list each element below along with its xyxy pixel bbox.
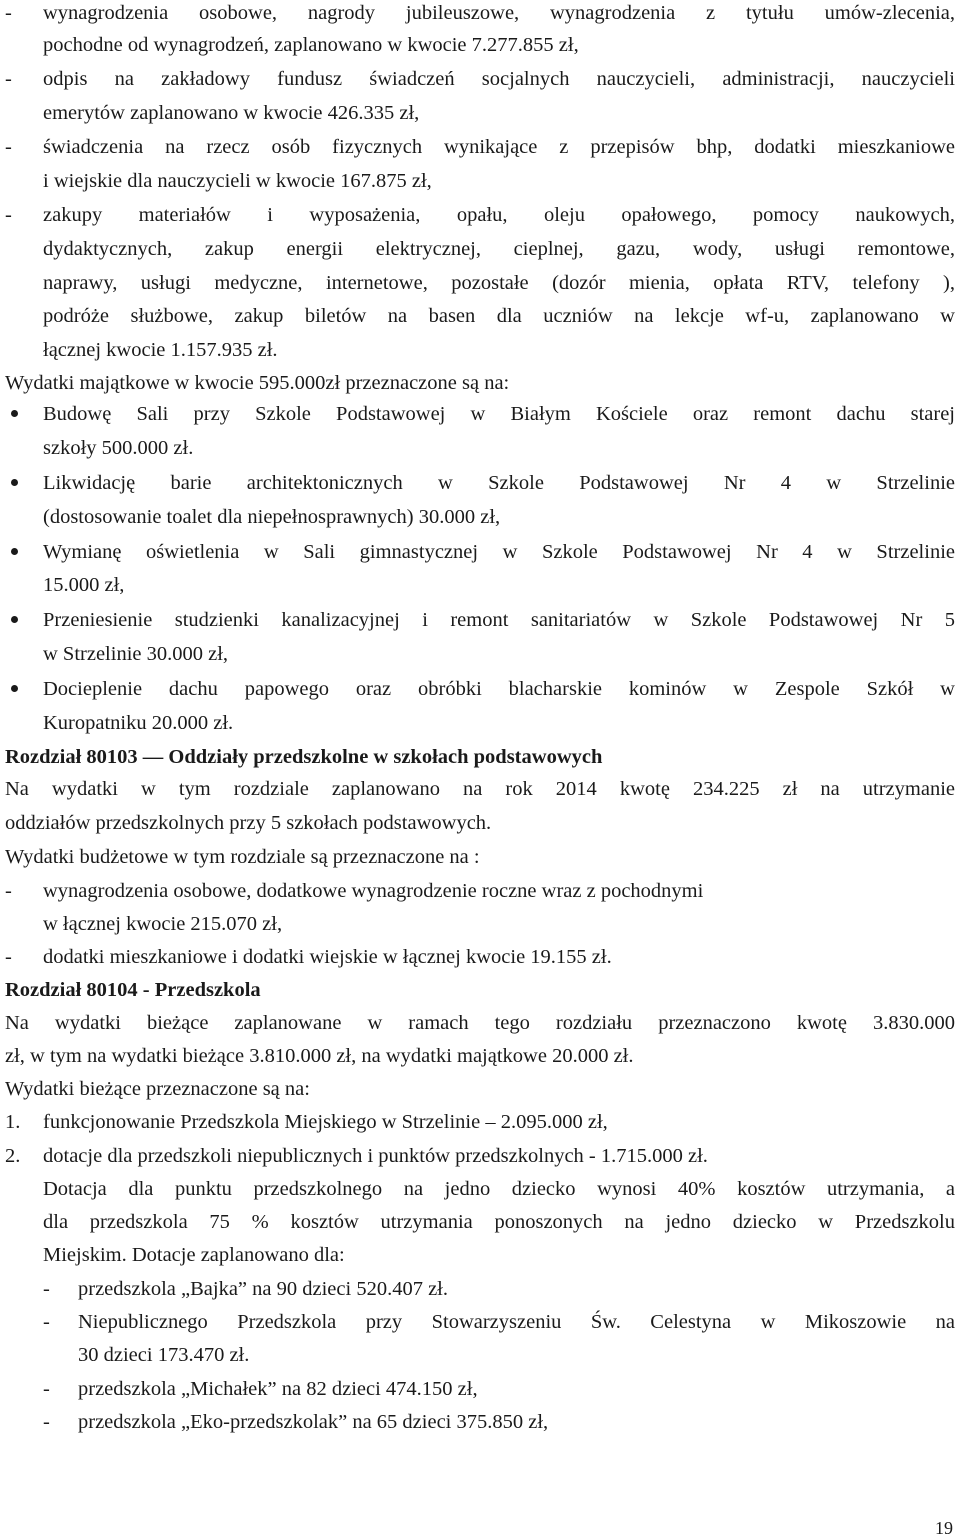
list-item-text: świadczenia na rzecz osób fizycznych wynikające z przepisów bhp, dodatki mieszkaniowe	[43, 136, 955, 158]
list-dash: -	[5, 880, 12, 902]
list-number: 2.	[5, 1145, 21, 1167]
bullet-item-text: Likwidację barie architektonicznych w Szkole Podstawowej Nr 4 w Strzelinie	[43, 472, 955, 494]
list-item-text: pochodne od wynagrodzeń, zaplanowano w kwocie 7.277.855 zł,	[43, 34, 579, 56]
list-dash: -	[5, 946, 12, 968]
paragraph: Dotacja dla punktu przedszkolnego na jedno dziecko wynosi 40% kosztów utrzymania, a	[43, 1178, 955, 1200]
list-item-text: 30 dzieci 173.470 zł.	[78, 1344, 250, 1366]
list-item-text: wynagrodzenia osobowe, nagrody jubileuszowe, wynagrodzenia z tytułu umów-zlecenia,	[43, 2, 955, 24]
list-item-text: odpis na zakładowy fundusz świadczeń socjalnych nauczycieli, administracji, nauczycieli	[43, 68, 955, 90]
list-item-text: wynagrodzenia osobowe, dodatkowe wynagrodzenie roczne wraz z pochodnymi	[43, 880, 704, 902]
paragraph: oddziałów przedszkolnych przy 5 szkołach podstawowych.	[5, 812, 492, 834]
list-item-text: podróże służbowe, zakup biletów na basen dla uczniów na lekcje wf-u, zaplanowano w	[43, 305, 955, 327]
paragraph: Wydatki budżetowe w tym rozdziale są przeznaczone na :	[5, 846, 480, 868]
bullet-icon	[11, 410, 18, 417]
list-item-text: dydaktycznych, zakup energii elektrycznej, cieplnej, gazu, wody, usługi remontowe,	[43, 238, 955, 260]
list-item-text: przedszkola „Eko-przedszkolak” na 65 dzieci 375.850 zł,	[78, 1411, 549, 1433]
list-item-text: Niepublicznego Przedszkola przy Stowarzyszeniu Św. Celestyna w Mikoszowie na	[78, 1311, 955, 1333]
bullet-item-text: Budowę Sali przy Szkole Podstawowej w Białym Kościele oraz remont dachu starej	[43, 403, 955, 425]
bullet-icon	[11, 479, 18, 486]
list-dash: -	[5, 68, 12, 90]
bullet-icon	[11, 548, 18, 555]
paragraph: zł, w tym na wydatki bieżące 3.810.000 zł, na wydatki majątkowe 20.000 zł.	[5, 1045, 634, 1067]
list-dash: -	[5, 204, 12, 226]
bullet-item-text: Docieplenie dachu papowego oraz obróbki blacharskie kominów w Zespole Szkół w	[43, 678, 955, 700]
bullet-item-text: Wymianę oświetlenia w Sali gimnastycznej w Szkole Podstawowej Nr 4 w Strzelinie	[43, 541, 955, 563]
list-dash: -	[5, 2, 12, 24]
bullet-item-text: Przeniesienie studzienki kanalizacyjnej i remont sanitariatów w Szkole Podstawowej Nr 5	[43, 609, 955, 631]
list-dash: -	[43, 1311, 50, 1333]
list-item-text: w łącznej kwocie 215.070 zł,	[43, 913, 283, 935]
list-dash: -	[43, 1411, 50, 1433]
list-item-text: naprawy, usługi medyczne, internetowe, pozostałe (dozór mienia, opłata RTV, telefony ),	[43, 272, 955, 294]
list-item-text: i wiejskie dla nauczycieli w kwocie 167.875 zł,	[43, 170, 432, 192]
list-dash: -	[43, 1278, 50, 1300]
bullet-item-text: szkoły 500.000 zł.	[43, 437, 194, 459]
bullet-icon	[11, 616, 18, 623]
bullet-item-text: Kuropatniku 20.000 zł.	[43, 712, 234, 734]
paragraph: Wydatki bieżące przeznaczone są na:	[5, 1078, 310, 1100]
list-item-text: dodatki mieszkaniowe i dodatki wiejskie w łącznej kwocie 19.155 zł.	[43, 946, 612, 968]
paragraph: Miejskim. Dotacje zaplanowano dla:	[43, 1244, 345, 1266]
list-number: 1.	[5, 1111, 21, 1133]
section-heading: Rozdział 80104 - Przedszkola	[5, 979, 261, 1001]
section-heading: Rozdział 80103 — Oddziały przedszkolne w szkołach podstawowych	[5, 746, 603, 768]
bullet-icon	[11, 685, 18, 692]
list-item-text: przedszkola „Michałek” na 82 dzieci 474.150 zł,	[78, 1378, 478, 1400]
page-number: 19	[935, 1518, 953, 1538]
list-item-text: przedszkola „Bajka” na 90 dzieci 520.407 zł.	[78, 1278, 448, 1300]
list-item-text: zakupy materiałów i wyposażenia, opału, oleju opałowego, pomocy naukowych,	[43, 204, 955, 226]
paragraph: dla przedszkola 75 % kosztów utrzymania ponoszonych na jedno dziecko w Przedszkolu	[43, 1211, 955, 1233]
list-item-text: dotacje dla przedszkoli niepublicznych i punktów przedszkolnych - 1.715.000 zł.	[43, 1145, 708, 1167]
bullet-item-text: w Strzelinie 30.000 zł,	[43, 643, 229, 665]
list-dash: -	[5, 136, 12, 158]
list-item-text: funkcjonowanie Przedszkola Miejskiego w Strzelinie – 2.095.000 zł,	[43, 1111, 608, 1133]
paragraph: Na wydatki w tym rozdziale zaplanowano na rok 2014 kwotę 234.225 zł na utrzymanie	[5, 778, 955, 800]
bullet-item-text: (dostosowanie toalet dla niepełnosprawnych) 30.000 zł,	[43, 506, 501, 528]
paragraph: Na wydatki bieżące zaplanowane w ramach tego rozdziału przeznaczono kwotę 3.830.000	[5, 1012, 955, 1034]
list-item-text: emerytów zaplanowano w kwocie 426.335 zł,	[43, 102, 420, 124]
list-dash: -	[43, 1378, 50, 1400]
bullet-item-text: 15.000 zł,	[43, 574, 125, 596]
paragraph: Wydatki majątkowe w kwocie 595.000zł przeznaczone są na:	[5, 372, 510, 394]
list-item-text: łącznej kwocie 1.157.935 zł.	[43, 339, 278, 361]
